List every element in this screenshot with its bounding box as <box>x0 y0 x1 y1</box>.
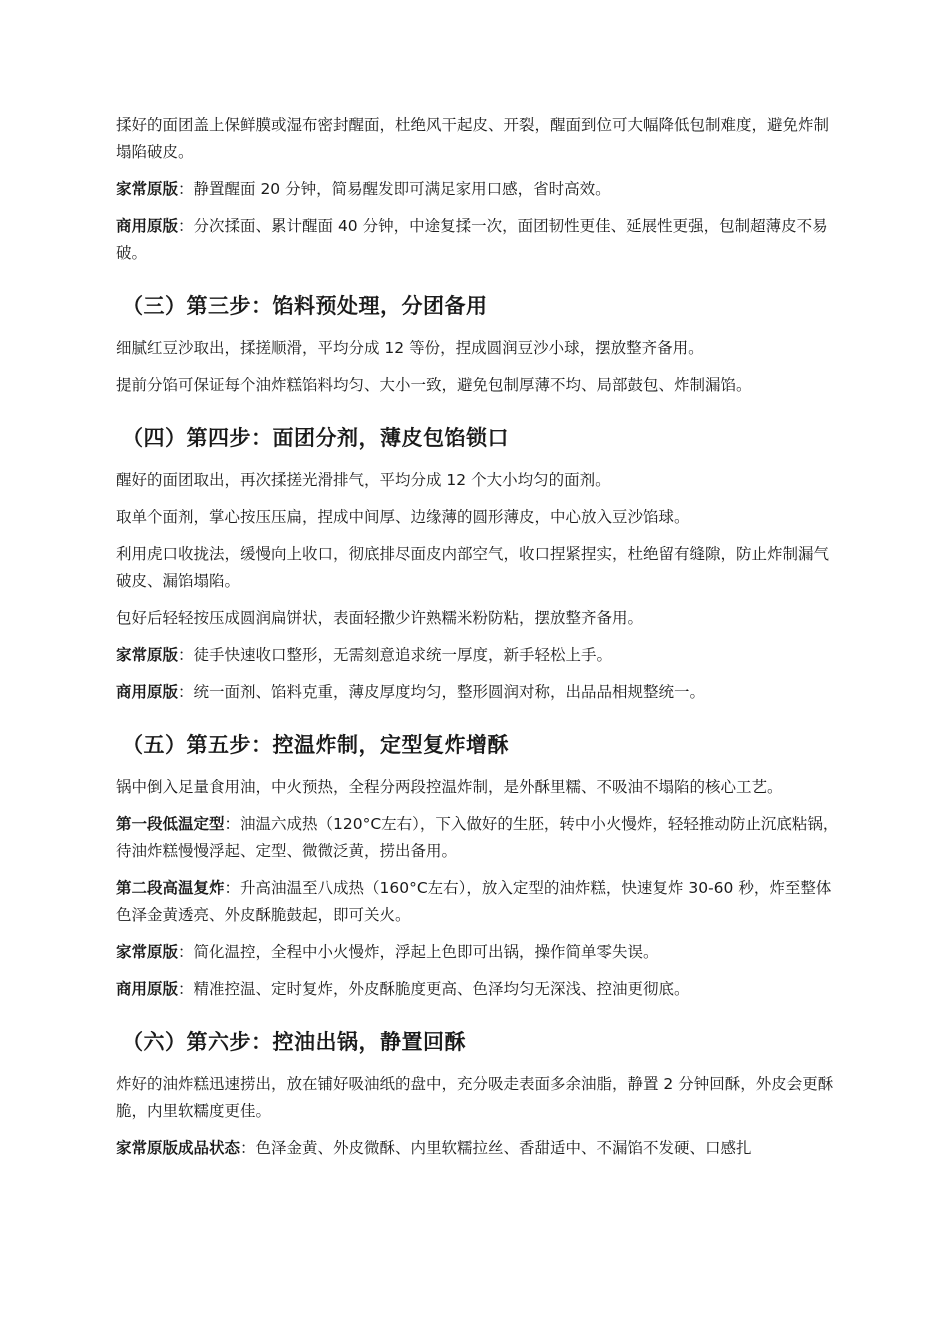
para-text: ：色泽金黄、外皮微酥、内里软糯拉丝、香甜适中、不漏馅不发硬、口感扎 <box>240 1139 752 1157</box>
paragraph <box>116 504 840 531</box>
paragraph <box>116 1071 840 1125</box>
paragraph <box>116 335 840 362</box>
para-label: 商用原版 <box>116 980 179 998</box>
para-label: 第一段低温定型 <box>116 815 225 833</box>
paragraph <box>116 679 840 706</box>
para-text: 提前分馅可保证每个油炸糕馅料均匀、大小一致，避免包制厚薄不均、局部鼓包、炸制漏馅。 <box>116 376 752 394</box>
para-text: ：统一面剂、馅料克重，薄皮厚度均匀，整形圆润对称，出品品相规整统一。 <box>178 683 706 701</box>
paragraph <box>116 1135 840 1162</box>
para-text: 锅中倒入足量食用油，中火预热，全程分两段控温炸制，是外酥里糯、不吸油不塌陷的核心工艺。 <box>116 778 783 796</box>
section-heading: （五）第五步：控温炸制，定型复炸增酥 <box>122 733 509 757</box>
para-label: 商用原版 <box>116 683 179 701</box>
para-text: 醒好的面团取出，再次揉搓光滑排气，平均分成 12 个大小均匀的面剂。 <box>116 471 611 489</box>
paragraph <box>116 976 840 1003</box>
section-heading: （六）第六步：控油出锅，静置回酥 <box>122 1030 466 1054</box>
para-text: 利用虎口收拢法，缓慢向上收口，彻底排尽面皮内部空气，收口捏紧捏实，杜绝留有缝隙，防止炸制漏气破皮、漏馅塌陷。 <box>116 545 830 590</box>
para-text: 包好后轻轻按压成圆润扁饼状，表面轻撒少许熟糯米粉防粘，摆放整齐备用。 <box>116 609 644 627</box>
paragraph <box>116 213 840 267</box>
para-text: ：徒手快速收口整形，无需刻意追求统一厚度，新手轻松上手。 <box>178 646 613 664</box>
paragraph <box>116 875 840 929</box>
paragraph <box>116 541 840 595</box>
paragraph <box>116 112 840 166</box>
section-heading: （三）第三步：馅料预处理，分团备用 <box>122 294 488 318</box>
paragraph <box>116 642 840 669</box>
para-text: 细腻红豆沙取出，揉搓顺滑，平均分成 12 等份，捏成圆润豆沙小球，摆放整齐备用。 <box>116 339 704 357</box>
paragraph <box>116 939 840 966</box>
para-label: 家常原版 <box>116 646 179 664</box>
para-text: 揉好的面团盖上保鲜膜或湿布密封醒面，杜绝风干起皮、开裂，醒面到位可大幅降低包制难度，避免炸制塌陷破皮。 <box>116 116 830 161</box>
section-heading: （四）第四步：面团分剂，薄皮包馅锁口 <box>122 426 509 450</box>
para-text: 取单个面剂，掌心按压压扁，捏成中间厚、边缘薄的圆形薄皮，中心放入豆沙馅球。 <box>116 508 690 526</box>
para-label: 家常原版成品状态 <box>116 1139 241 1157</box>
paragraph <box>116 774 840 801</box>
para-label: 商用原版 <box>116 217 179 235</box>
para-label: 家常原版 <box>116 943 179 961</box>
paragraph <box>116 467 840 494</box>
paragraph <box>116 811 840 865</box>
para-text: ：精准控温、定时复炸，外皮酥脆度更高、色泽均匀无深浅、控油更彻底。 <box>178 980 690 998</box>
paragraph <box>116 176 840 203</box>
para-text: ：简化温控，全程中小火慢炸，浮起上色即可出锅，操作简单零失误。 <box>178 943 659 961</box>
para-text: ：油温六成热（120°C左右），下入做好的生胚，转中小火慢炸，轻轻推动防止沉底粘锅，待油炸糕慢慢浮起、定型、微微泛黄，捞出备用。 <box>116 815 839 860</box>
para-text: 炸好的油炸糕迅速捞出，放在铺好吸油纸的盘中，充分吸走表面多余油脂，静置 2 分钟回酥，外皮会更酥脆，内里软糯度更佳。 <box>116 1075 834 1120</box>
para-text: ：静置醒面 20 分钟，简易醒发即可满足家用口感，省时高效。 <box>178 180 611 198</box>
para-text: ：分次揉面、累计醒面 40 分钟，中途复揉一次，面团韧性更佳、延展性更强，包制超薄皮不易破。 <box>116 217 828 262</box>
para-text: ：升高油温至八成热（160°C左右），放入定型的油炸糕，快速复炸 30-60 秒，炸至整体色泽金黄透亮、外皮酥脆鼓起，即可关火。 <box>116 879 832 924</box>
paragraph <box>116 605 840 632</box>
para-label: 家常原版 <box>116 180 179 198</box>
para-label: 第二段高温复炸 <box>116 879 225 897</box>
paragraph <box>116 372 840 399</box>
document-page <box>116 112 840 1172</box>
